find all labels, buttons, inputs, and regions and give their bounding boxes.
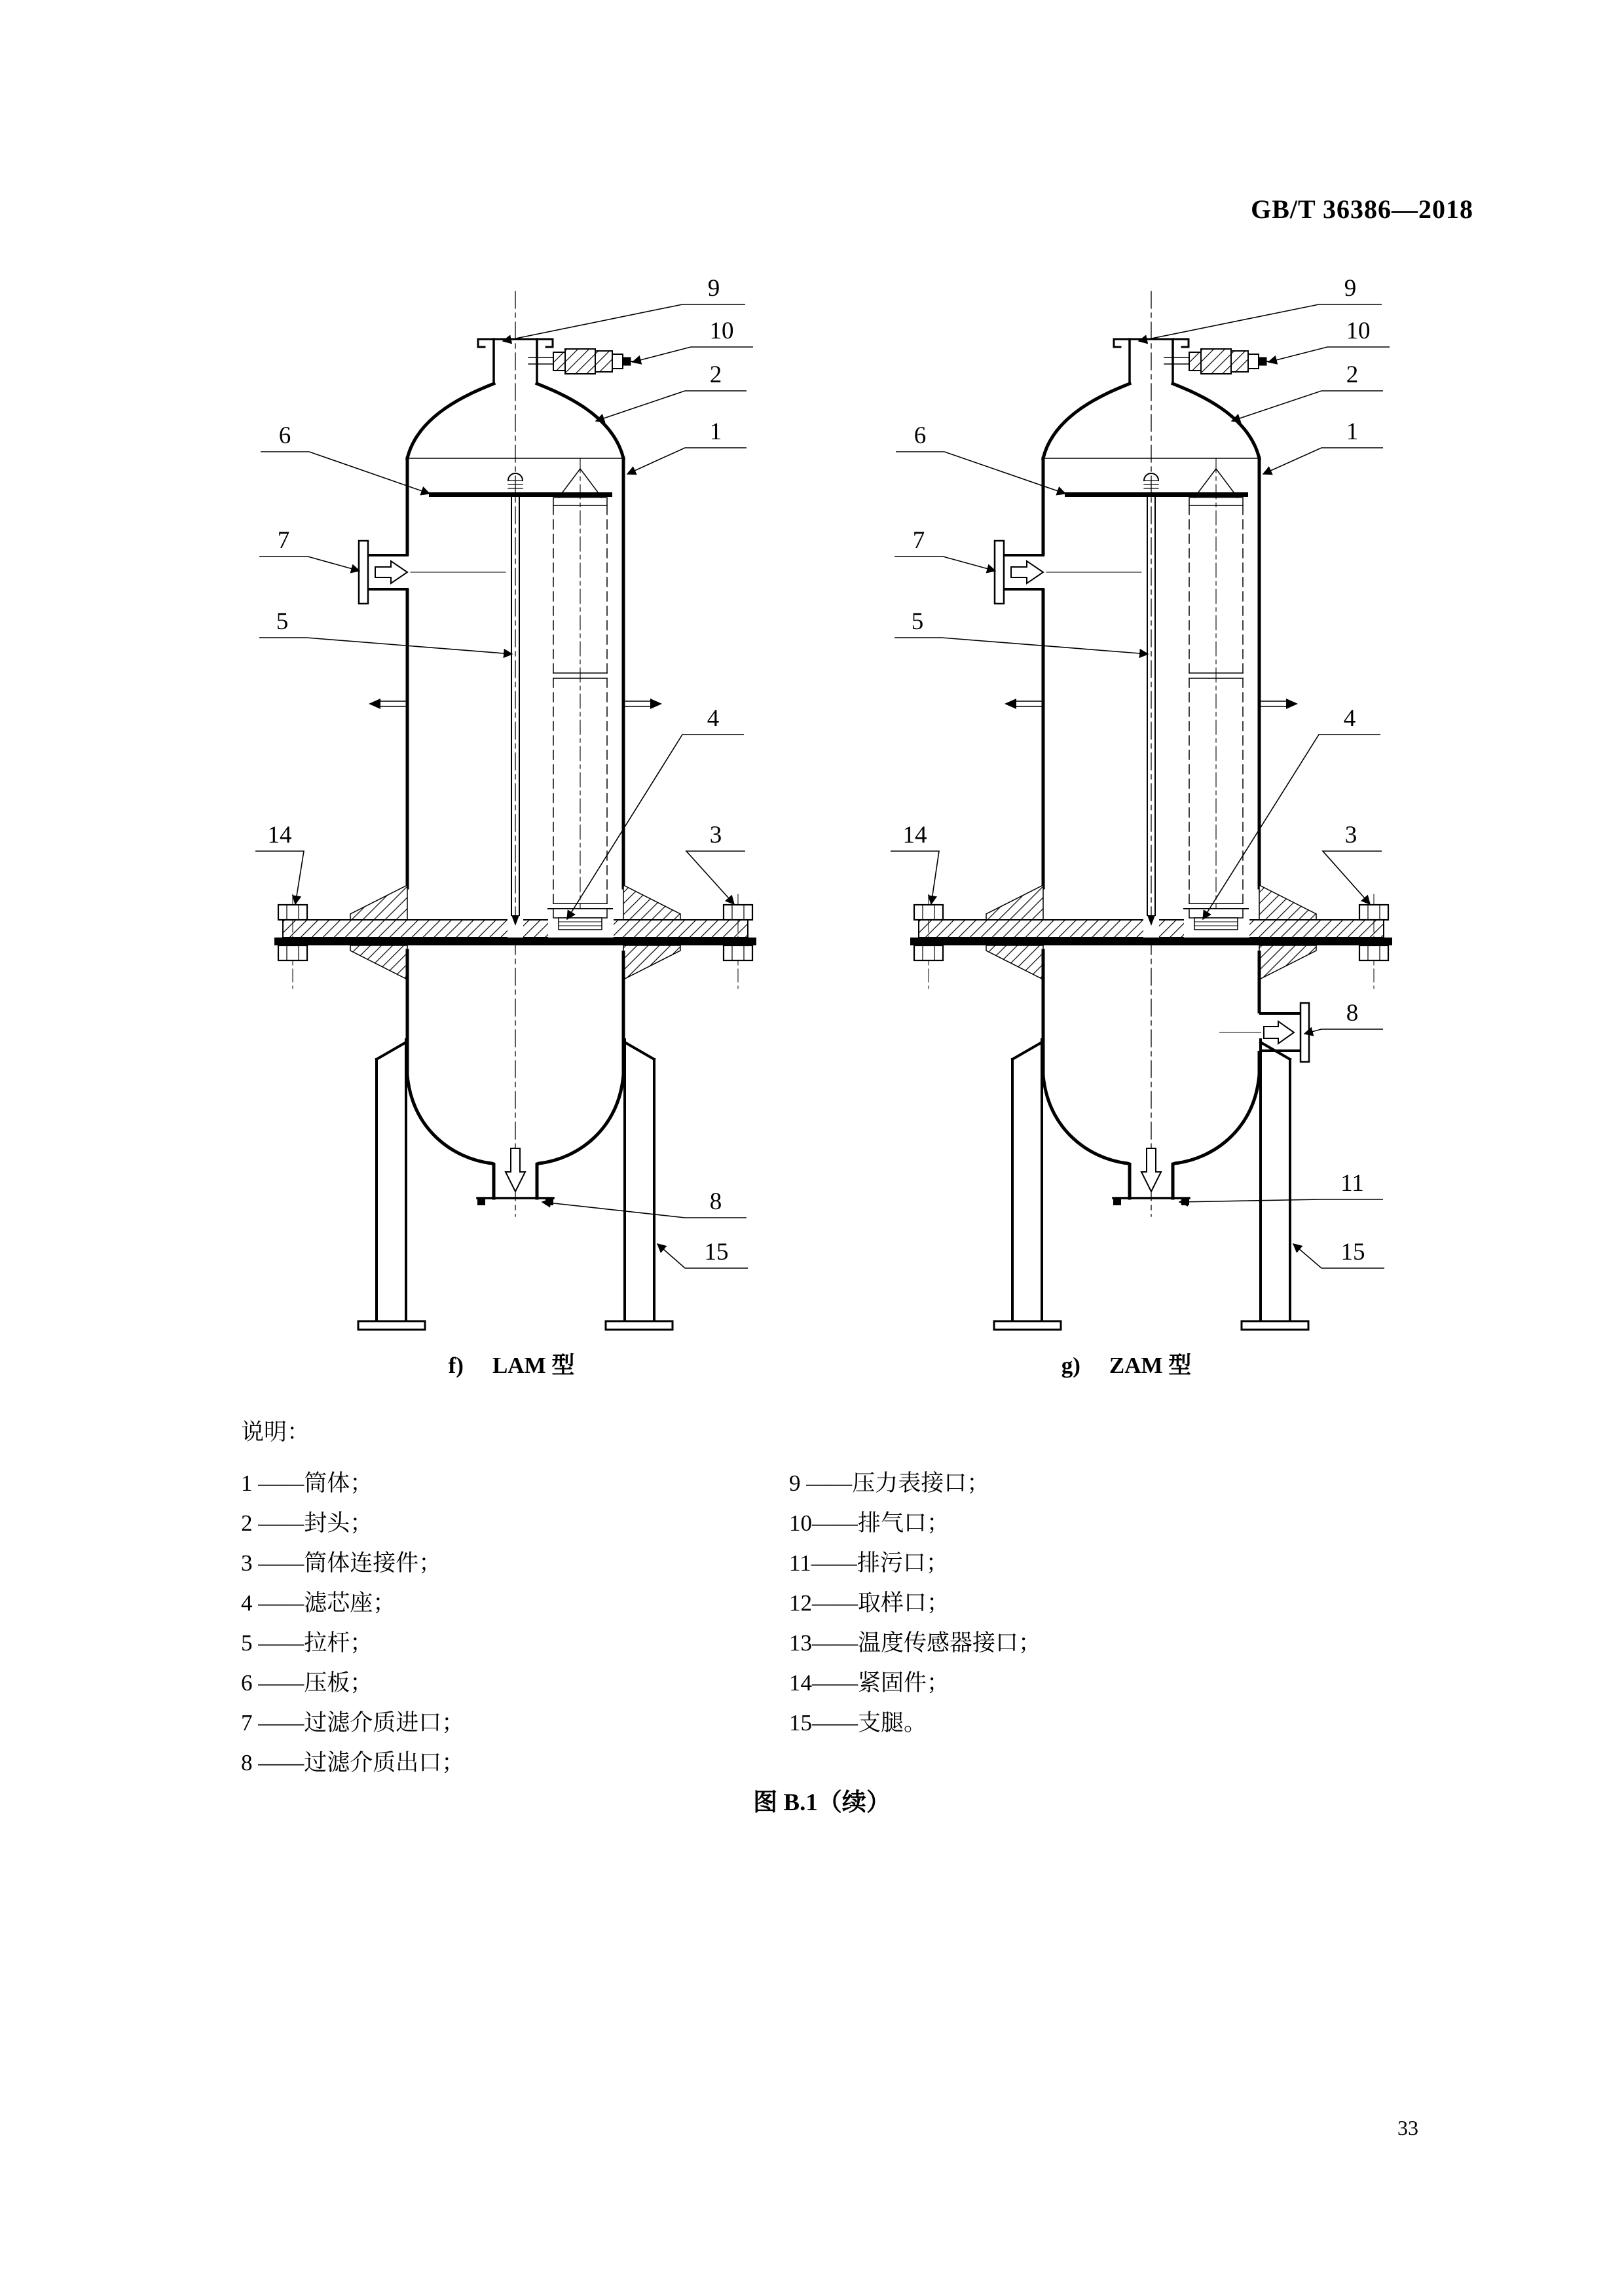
caption-zam-prefix: g) <box>1061 1353 1080 1378</box>
legend-item: 10——排气口； <box>789 1510 950 1536</box>
caption-lam-name: LAM 型 <box>492 1353 575 1378</box>
callout-number: 3 <box>709 822 722 848</box>
legend-item: 4 ——滤芯座； <box>241 1590 396 1616</box>
zam-callouts <box>891 304 1390 1268</box>
callout-number: 8 <box>709 1188 722 1215</box>
standard-number: GB/T 36386—2018 <box>1251 194 1473 224</box>
callout-number: 2 <box>709 361 722 388</box>
diagram-zam <box>891 275 1392 1330</box>
caption-zam <box>995 1347 1257 1380</box>
legend-item: 9 ——压力表接口； <box>789 1470 990 1496</box>
legend-item: 5 ——拉杆； <box>241 1630 373 1656</box>
legend-item: 7 ——过滤介质进口； <box>241 1710 465 1736</box>
caption-lam <box>380 1347 642 1380</box>
figure-b1-drawings <box>223 262 1480 1349</box>
callout-number: 14 <box>267 822 292 848</box>
lam-callout-numbers <box>268 275 734 1266</box>
callout-number: 6 <box>278 422 291 449</box>
legend-heading: 说明： <box>241 1419 310 1445</box>
callout-number: 14 <box>902 822 927 848</box>
callout-number: 9 <box>707 275 720 302</box>
page-number: 33 <box>1397 2116 1418 2140</box>
callout-number: 7 <box>912 527 925 554</box>
callout-number: 4 <box>707 705 720 732</box>
callout-number: 1 <box>1346 418 1359 445</box>
callout-number: 15 <box>704 1239 729 1266</box>
callout-number: 9 <box>1344 275 1357 302</box>
legend-item: 8 ——过滤介质出口； <box>241 1750 465 1776</box>
callout-number: 7 <box>277 527 290 554</box>
outlet-flow-arrow <box>1264 1021 1294 1044</box>
legend-item: 11——排污口； <box>789 1550 949 1576</box>
caption-lam-prefix: f) <box>448 1353 464 1378</box>
callout-number: 5 <box>276 608 289 635</box>
figure-title: 图 B.1（续） <box>753 1789 891 1816</box>
callout-number: 8 <box>1346 1000 1359 1027</box>
callout-number: 3 <box>1344 822 1357 848</box>
legend-item: 12——取样口； <box>789 1590 950 1616</box>
callout-number: 10 <box>709 318 734 344</box>
callout-number: 10 <box>1346 318 1371 344</box>
callout-number: 4 <box>1343 705 1356 732</box>
legend-item: 6 ——压板； <box>241 1670 373 1696</box>
legend-item: 1 ——筒体； <box>241 1470 373 1496</box>
legend-item: 14——紧固件； <box>789 1670 950 1696</box>
callout-number: 2 <box>1346 361 1359 388</box>
callout-number: 5 <box>911 608 924 635</box>
callout-number: 1 <box>709 418 722 445</box>
diagram-lam <box>255 275 756 1330</box>
legend-item: 2 ——封头； <box>241 1510 373 1536</box>
caption-zam-name: ZAM 型 <box>1109 1353 1192 1378</box>
callout-number: 6 <box>913 422 927 449</box>
callout-number: 15 <box>1340 1239 1365 1266</box>
legend-item: 15——支腿。 <box>789 1710 927 1736</box>
lam-callouts <box>255 304 753 1268</box>
callout-number: 11 <box>1340 1170 1364 1197</box>
zam-callout-numbers <box>903 275 1371 1266</box>
legend-item: 3 ——筒体连接件； <box>241 1550 442 1576</box>
legend-item: 13——温度传感器接口； <box>789 1630 1042 1656</box>
